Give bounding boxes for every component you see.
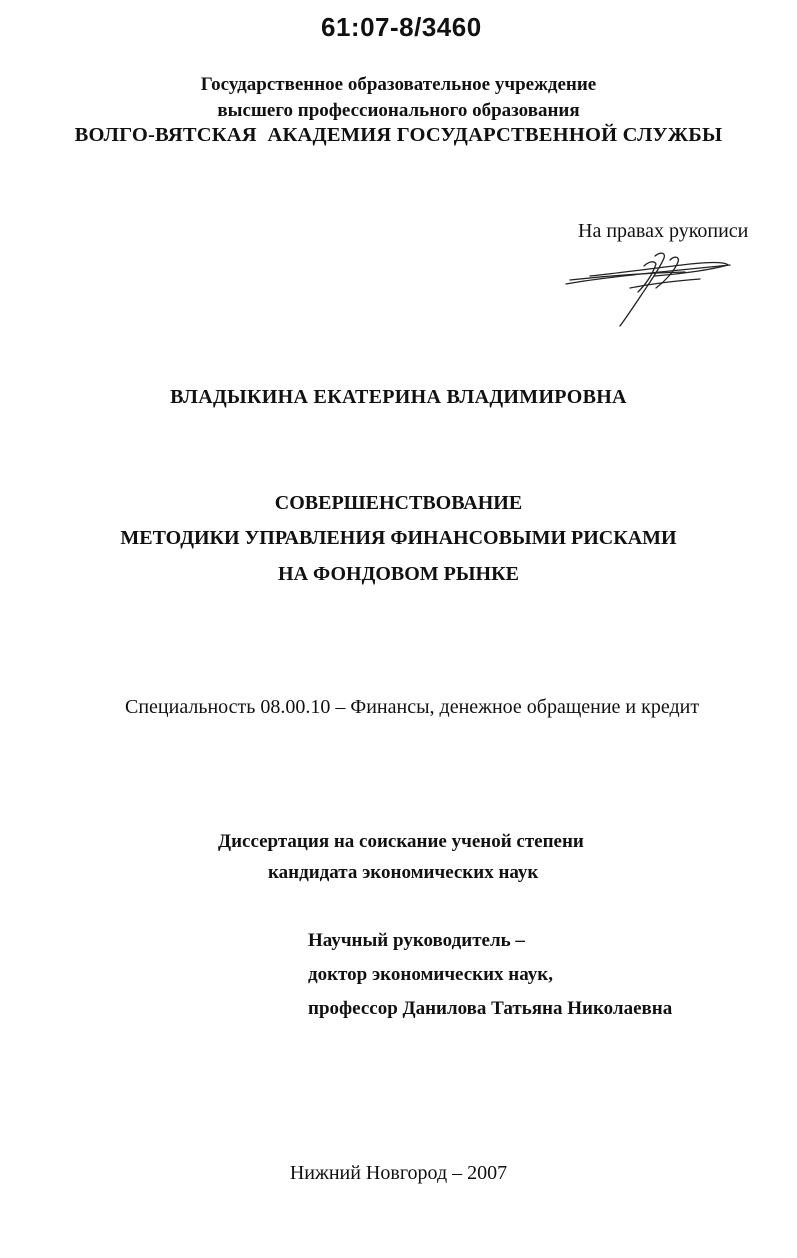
degree-line-2: кандидата экономических наук xyxy=(268,862,539,883)
degree-line-1: Диссертация на соискание ученой степени xyxy=(218,831,584,852)
city-year: Нижний Новгород – 2007 xyxy=(289,1162,508,1184)
catalog-number: 61:07-8/3460 xyxy=(321,12,482,42)
specialty-line: Специальность 08.00.10 – Финансы, денежное обращение и кредит xyxy=(125,696,700,718)
signature-icon xyxy=(560,246,740,331)
supervisor-name: профессор Данилова Татьяна Николаевна xyxy=(308,998,673,1019)
manuscript-note: На правах рукописи xyxy=(578,220,749,242)
author-name: ВЛАДЫКИНА ЕКАТЕРИНА ВЛАДИМИРОВНА xyxy=(170,386,627,408)
institution-line-2: высшего профессионального образования xyxy=(217,100,580,121)
dissertation-title-line-1: СОВЕРШЕНСТВОВАНИЕ xyxy=(274,492,523,514)
dissertation-title-line-3: НА ФОНДОВОМ РЫНКЕ xyxy=(278,563,519,585)
dissertation-title-line-2: МЕТОДИКИ УПРАВЛЕНИЯ ФИНАНСОВЫМИ РИСКАМИ xyxy=(120,527,677,549)
supervisor-heading: Научный руководитель – xyxy=(308,930,525,951)
institution-line-1: Государственное образовательное учреждение xyxy=(200,74,597,95)
institution-name: ВОЛГО-ВЯТСКАЯ АКАДЕМИЯ ГОСУДАРСТВЕННОЙ СЛУЖБЫ xyxy=(74,124,723,146)
supervisor-degree: доктор экономических наук, xyxy=(308,964,553,985)
